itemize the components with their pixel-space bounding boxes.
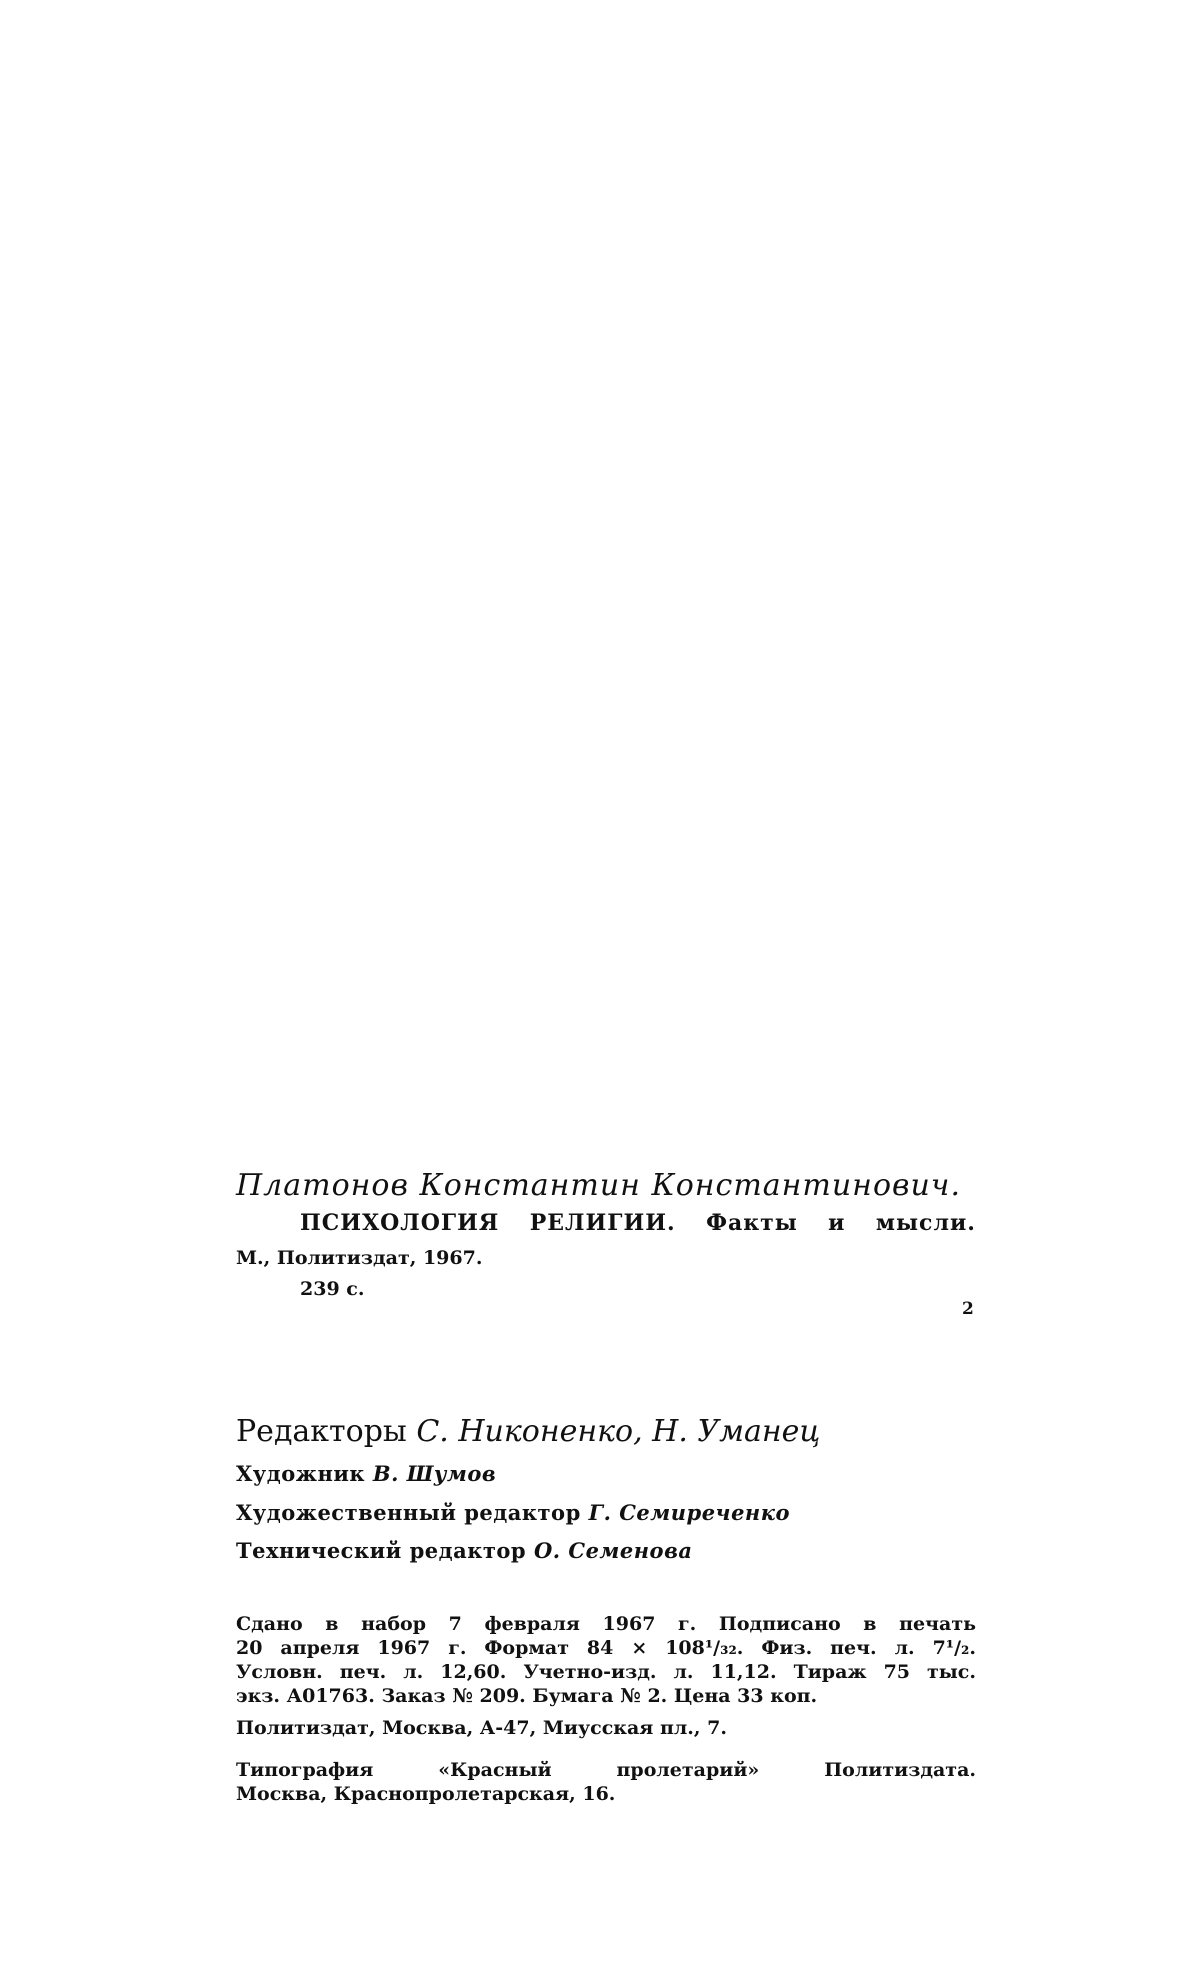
title-word: и xyxy=(828,1210,846,1236)
editors-line xyxy=(236,1414,820,1449)
printer-line: Типография «Красный пролетарий» Политиздата. xyxy=(236,1759,976,1781)
art-editor-line xyxy=(236,1500,790,1525)
index-number: 2 xyxy=(962,1299,974,1319)
artist-line xyxy=(236,1461,496,1486)
printer-info xyxy=(236,1758,976,1806)
book-title-line xyxy=(300,1210,976,1236)
printer-line: Москва, Краснопролетарская, 16. xyxy=(236,1783,616,1805)
page-count: 239 с. xyxy=(300,1278,365,1300)
editors-names: С. Никоненко, Н. Уманец xyxy=(416,1414,821,1449)
print-details xyxy=(236,1612,976,1708)
title-word: мысли. xyxy=(875,1210,976,1236)
tech-editor-line xyxy=(236,1538,692,1563)
print-details-line: 20 апреля 1967 г. Формат 84 × 108¹/₃₂. Физ. печ. л. 7¹/₂. xyxy=(236,1637,976,1659)
author-name: Платонов Константин Константинович. xyxy=(236,1168,961,1203)
print-details-line: экз. А01763. Заказ № 209. Бумага № 2. Цена 33 коп. xyxy=(236,1685,818,1707)
art-editor-name: Г. Семиреченко xyxy=(588,1500,790,1525)
editors-label: Редакторы xyxy=(236,1414,407,1449)
print-details-line: Условн. печ. л. 12,60. Учетно-изд. л. 11,12. Тираж 75 тыс. xyxy=(236,1661,976,1683)
artist-name: В. Шумов xyxy=(372,1461,497,1486)
print-details-line: Сдано в набор 7 февраля 1967 г. Подписано в печать xyxy=(236,1613,976,1635)
title-word: Факты xyxy=(706,1210,798,1236)
tech-editor-name: О. Семенова xyxy=(533,1538,693,1563)
title-word: РЕЛИГИИ. xyxy=(529,1210,676,1236)
tech-editor-label: Технический редактор xyxy=(236,1538,527,1563)
publisher-address: Политиздат, Москва, А-47, Миусская пл., 7. xyxy=(236,1717,727,1739)
title-word: ПСИХОЛОГИЯ xyxy=(300,1210,500,1236)
artist-label: Художник xyxy=(236,1461,366,1486)
art-editor-label: Художественный редактор xyxy=(236,1500,581,1525)
publication-info: М., Политиздат, 1967. xyxy=(236,1247,483,1269)
